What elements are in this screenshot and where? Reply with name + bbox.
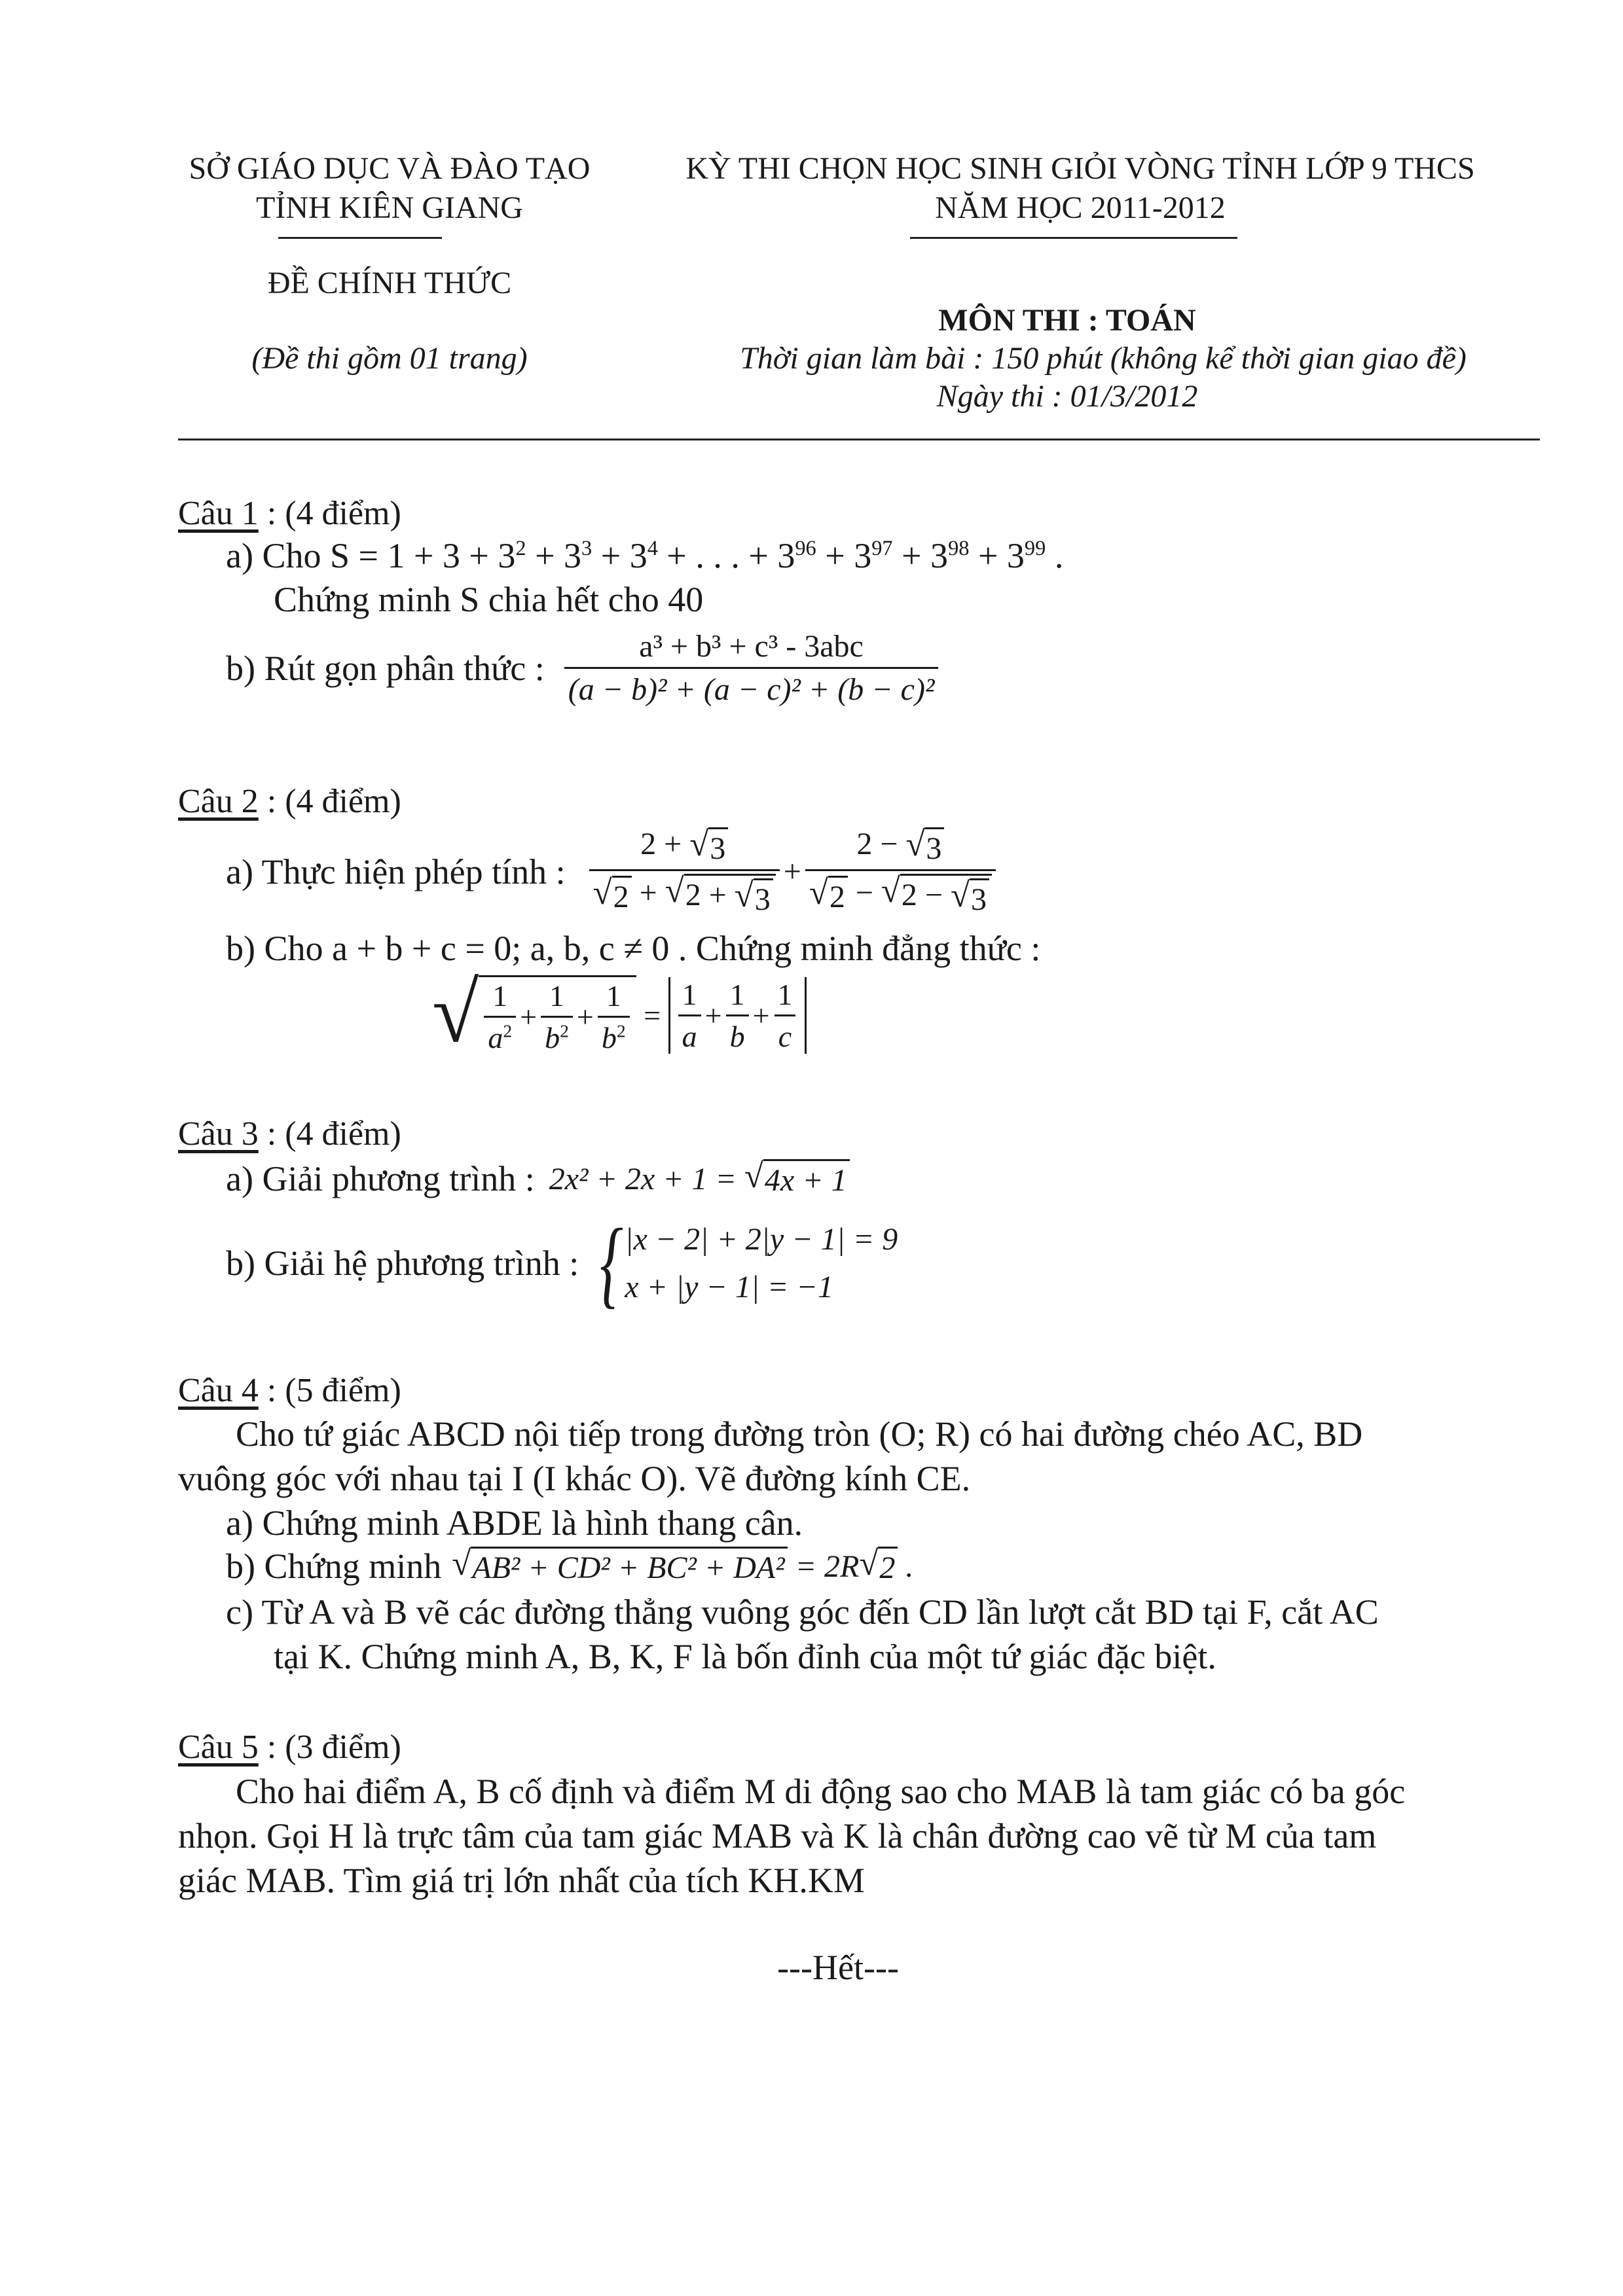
q3-label: Câu 3 [178,1115,259,1153]
end-marker: ---Hết--- [777,1948,899,1987]
q1-points: : (4 điểm) [266,495,401,532]
q5-line-2: nhọn. Gọi H là trực tâm của tam giác MAB và K là chân đường cao vẽ từ M của tam [178,1816,1377,1856]
q4-label: Câu 4 [178,1372,259,1409]
q3-b-prefix: b) Giải hệ phương trình : [226,1244,579,1283]
q5-line-1: Cho hai điểm A, B cố định và điểm M di động sao cho MAB là tam giác có ba góc [236,1772,1406,1811]
exam-date: Ngày thi : 01/3/2012 [936,379,1198,414]
q3-b-system [592,1209,898,1318]
q3-a [226,1158,850,1199]
q2-a-prefix: a) Thực hiện phép tính : [226,852,566,891]
q5-label: Câu 5 [178,1729,259,1766]
q4-points: : (5 điểm) [266,1372,401,1409]
q2-b-abs: $\frac{1}{a}$ + $\frac{1}{b}$ + $\frac{1}{c}$ [668,977,807,1054]
q2-b: b) Cho a + b + c = 0; a, b, c ≠ 0 . Chứng minh đẳng thức : [226,929,1041,968]
q4-a: a) Chứng minh ABDE là hình thang cân. [226,1503,803,1543]
q1-a-prefix: a) Cho S = 1 + 3 + 3 [226,536,516,575]
exam-underline [910,237,1237,239]
exam-year: NĂM HỌC 2011-2012 [935,190,1226,225]
q2-a-fraction-1: 2 + √ 3 √ 2 + √ 2 + √ 3 [589,826,780,918]
q4-c-1: c) Từ A và B vẽ các đường thẳng vuông góc đến CD lần lượt cắt BD tại F, cắt AC [226,1592,1379,1632]
q1-a-line2: Chứng minh S chia hết cho 40 [274,580,704,619]
q2-b-sqrt: √ $\frac{1}{a^2}$ + $\frac{1}{b^2}$ + $\frac{1}{b^2}$ [432,975,636,1055]
subject: MÔN THI : TOÁN [938,303,1196,338]
q4-b-expression: √ AB² + CD² + BC² + DA² = 2R √ 2 . [452,1545,914,1585]
q2-a-expression: 2 + √ 3 √ 2 + √ 2 + √ 3 + 2 − √ 3 √ 2 − √ 2 − √ 3 [585,826,1000,918]
q4-b-radicand: AB² + CD² + BC² + DA² [471,1547,787,1586]
q3-a-prefix: a) Giải phương trình : [226,1159,535,1198]
q4-c-2: tại K. Chứng minh A, B, K, F là bốn đỉnh của một tứ giác đặc biệt. [274,1637,1216,1676]
q1-a: a) Cho $S = 1 + 3 + 3^2 + 3^3 + 3^4$ + . . . + $3^{96} + 3^{97} + 3^{98} + 3^{99}$ . [226,536,1064,575]
q2-a-fraction-2: 2 − √ 3 √ 2 − √ 2 − √ 3 [805,826,996,918]
q4-title [178,1371,401,1410]
q3-points: : (4 điểm) [266,1115,401,1153]
q1-label: Câu 1 [178,495,259,532]
q2-label: Câu 2 [178,783,259,820]
q3-b-eq2: x + |y − 1| = −1 [625,1270,833,1304]
q1-b-denominator: (a − b)² + (a − c)² + (b − c)² [564,667,939,708]
q1-b-fraction [564,628,939,708]
q3-b [226,1209,898,1318]
q3-a-radicand: 4x + 1 [763,1159,850,1198]
pages-note: (Đề thi gồm 01 trang) [251,341,528,376]
q3-a-equation: 2x² + 2x + 1 = √ 4x + 1 [549,1159,850,1198]
exam-title: KỲ THI CHỌN HỌC SINH GIỎI VÒNG TỈNH LỚP 9 THCS [685,151,1475,186]
q2-a [226,826,1000,918]
official-label: ĐỀ CHÍNH THỨC [267,266,512,300]
header-divider [178,439,1540,440]
q4-intro-2: vuông góc với nhau tại I (I khác O). Vẽ đường kính CE. [178,1459,971,1498]
q5-title [178,1728,401,1767]
department-line-1: SỞ GIÁO DỤC VÀ ĐÀO TẠO [189,151,591,186]
q1-b-numerator: a³ + b³ + c³ - 3abc [639,629,864,664]
q3-a-lhs: 2x² + 2x + 1 = [549,1161,737,1196]
q5-line-3: giác MAB. Tìm giá trị lớn nhất của tích KH.KM [178,1861,865,1900]
department-underline [278,237,442,239]
q5-points: : (3 điểm) [266,1729,401,1766]
system-brace: { [600,1209,624,1318]
q1-b [226,628,942,708]
q4-b-prefix: b) Chứng minh [226,1547,442,1586]
q2-points: : (4 điểm) [266,783,401,820]
department-line-2: TỈNH KIÊN GIANG [256,190,523,225]
exam-time: Thời gian làm bài : 150 phút (không kể thời gian giao đề) [740,341,1467,376]
q1-b-prefix: b) Rút gọn phân thức : [226,648,545,688]
q3-b-eq1: |x − 2| + 2|y − 1| = 9 [625,1222,898,1257]
q4-intro-1: Cho tứ giác ABCD nội tiếp trong đường tròn (O; R) có hai đường chéo AC, BD [236,1414,1363,1454]
q3-title [178,1115,401,1153]
q4-b [226,1546,913,1587]
q2-title [178,782,401,821]
q4-b-rhs: = 2R [795,1549,860,1584]
q1-title [178,494,401,533]
q2-b-identity: √ $\frac{1}{a^2}$ + $\frac{1}{b^2}$ + $\frac{1}{b^2}$ = $\frac{1}{a}$ + $\frac{1}{b}$ + $\frac{1}{c}$ [432,975,807,1055]
